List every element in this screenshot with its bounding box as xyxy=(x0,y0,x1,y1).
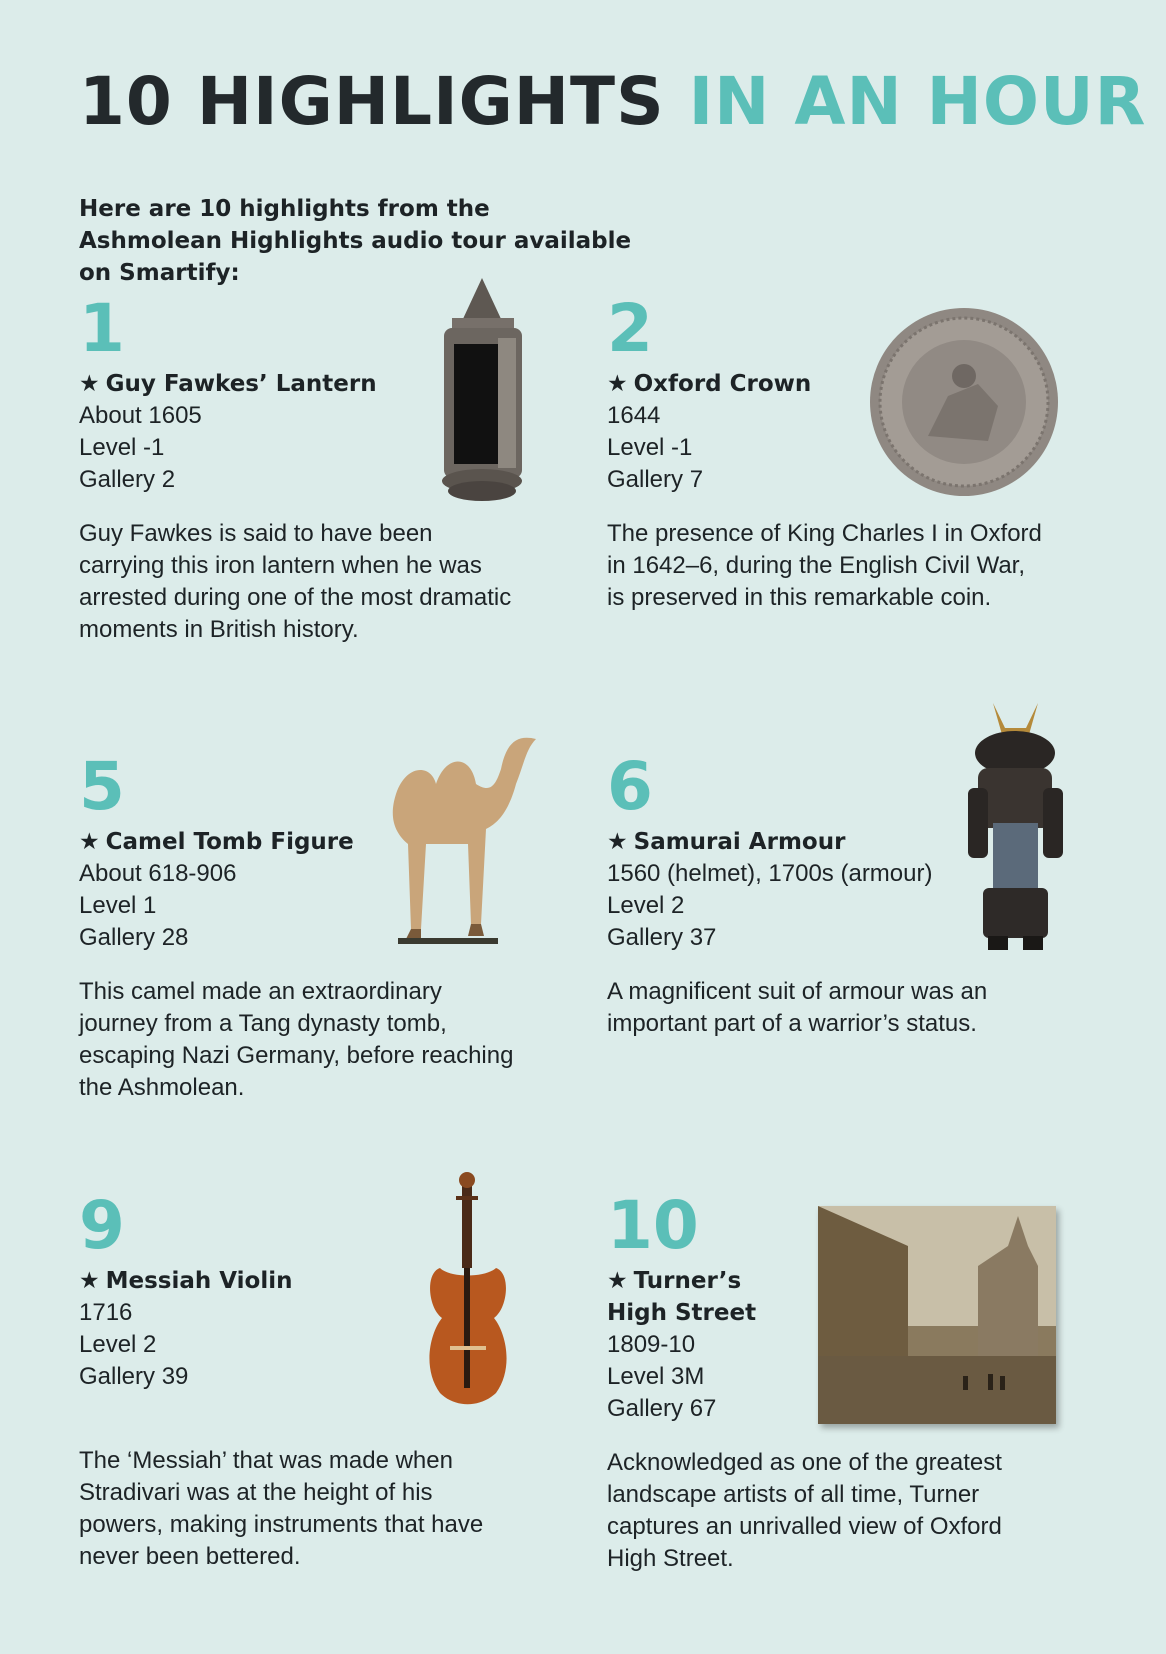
item-description: A magnificent suit of armour was an important part of a warrior’s status. xyxy=(607,978,988,1037)
armour-image xyxy=(958,698,1073,960)
item-date: 1809-10 xyxy=(607,1331,696,1358)
title-part-dark: 10 HIGHLIGHTS xyxy=(79,63,665,140)
item-title: Messiah Violin xyxy=(105,1268,293,1294)
item-level: Level 3M xyxy=(607,1363,705,1390)
item-title: Camel Tomb Figure xyxy=(105,829,354,855)
item-number: 2 xyxy=(607,290,653,367)
coin-image xyxy=(868,306,1060,498)
item-gallery: Gallery 67 xyxy=(607,1395,717,1422)
star-icon: ★ xyxy=(79,829,100,855)
item-number: 1 xyxy=(79,290,125,367)
item-description: The presence of King Charles I in Oxford in 1642–6, during the English Civil War, is preserved in this remarkable coin. xyxy=(607,520,1042,611)
item-number: 9 xyxy=(79,1187,125,1264)
item-name xyxy=(607,1265,757,1329)
lantern-image xyxy=(432,276,532,516)
painting-image xyxy=(818,1206,1056,1424)
star-icon: ★ xyxy=(607,829,628,855)
page-title xyxy=(79,62,1146,142)
item-title: Samurai Armour xyxy=(633,829,846,855)
item-gallery: Gallery 2 xyxy=(79,466,176,493)
intro-text: Here are 10 highlights from the Ashmolean Highlights audio tour available on Smartify: xyxy=(79,196,632,286)
item-number: 10 xyxy=(607,1187,699,1264)
violin-image xyxy=(420,1168,516,1414)
star-icon: ★ xyxy=(607,371,628,397)
item-number: 6 xyxy=(607,748,653,825)
item-level: Level 2 xyxy=(79,1331,157,1358)
item-date: 1716 xyxy=(79,1299,133,1326)
item-date: About 1605 xyxy=(79,402,202,429)
item-description: Acknowledged as one of the greatest landscape artists of all time, Turner captures an unrivalled view of Oxford High Street. xyxy=(607,1449,1002,1572)
star-icon: ★ xyxy=(79,1268,100,1294)
item-gallery: Gallery 37 xyxy=(607,924,717,951)
item-title: Turner’s High Street xyxy=(607,1268,757,1326)
item-date: About 618-906 xyxy=(79,860,237,887)
item-level: Level -1 xyxy=(79,434,165,461)
item-gallery: Gallery 7 xyxy=(607,466,704,493)
item-title: Oxford Crown xyxy=(633,371,812,397)
item-level: Level 1 xyxy=(79,892,157,919)
item-description: The ‘Messiah’ that was made when Stradivari was at the height of his powers, making instruments that have never been bettered. xyxy=(79,1447,484,1570)
item-number: 5 xyxy=(79,748,125,825)
star-icon: ★ xyxy=(607,1268,628,1294)
star-icon: ★ xyxy=(79,371,100,397)
item-gallery: Gallery 39 xyxy=(79,1363,189,1390)
item-level: Level -1 xyxy=(607,434,693,461)
item-level: Level 2 xyxy=(607,892,685,919)
title-part-teal: IN AN HOUR xyxy=(688,63,1147,140)
item-date: 1644 xyxy=(607,402,661,429)
camel-image xyxy=(376,724,546,954)
item-date: 1560 (helmet), 1700s (armour) xyxy=(607,860,933,887)
item-description: Guy Fawkes is said to have been carrying this iron lantern when he was arrested during one of the most dramatic moments in British history. xyxy=(79,520,512,643)
item-gallery: Gallery 28 xyxy=(79,924,189,951)
item-description: This camel made an extraordinary journey from a Tang dynasty tomb, escaping Nazi Germany, before reaching the Ashmolean. xyxy=(79,978,514,1101)
item-title: Guy Fawkes’ Lantern xyxy=(105,371,377,397)
